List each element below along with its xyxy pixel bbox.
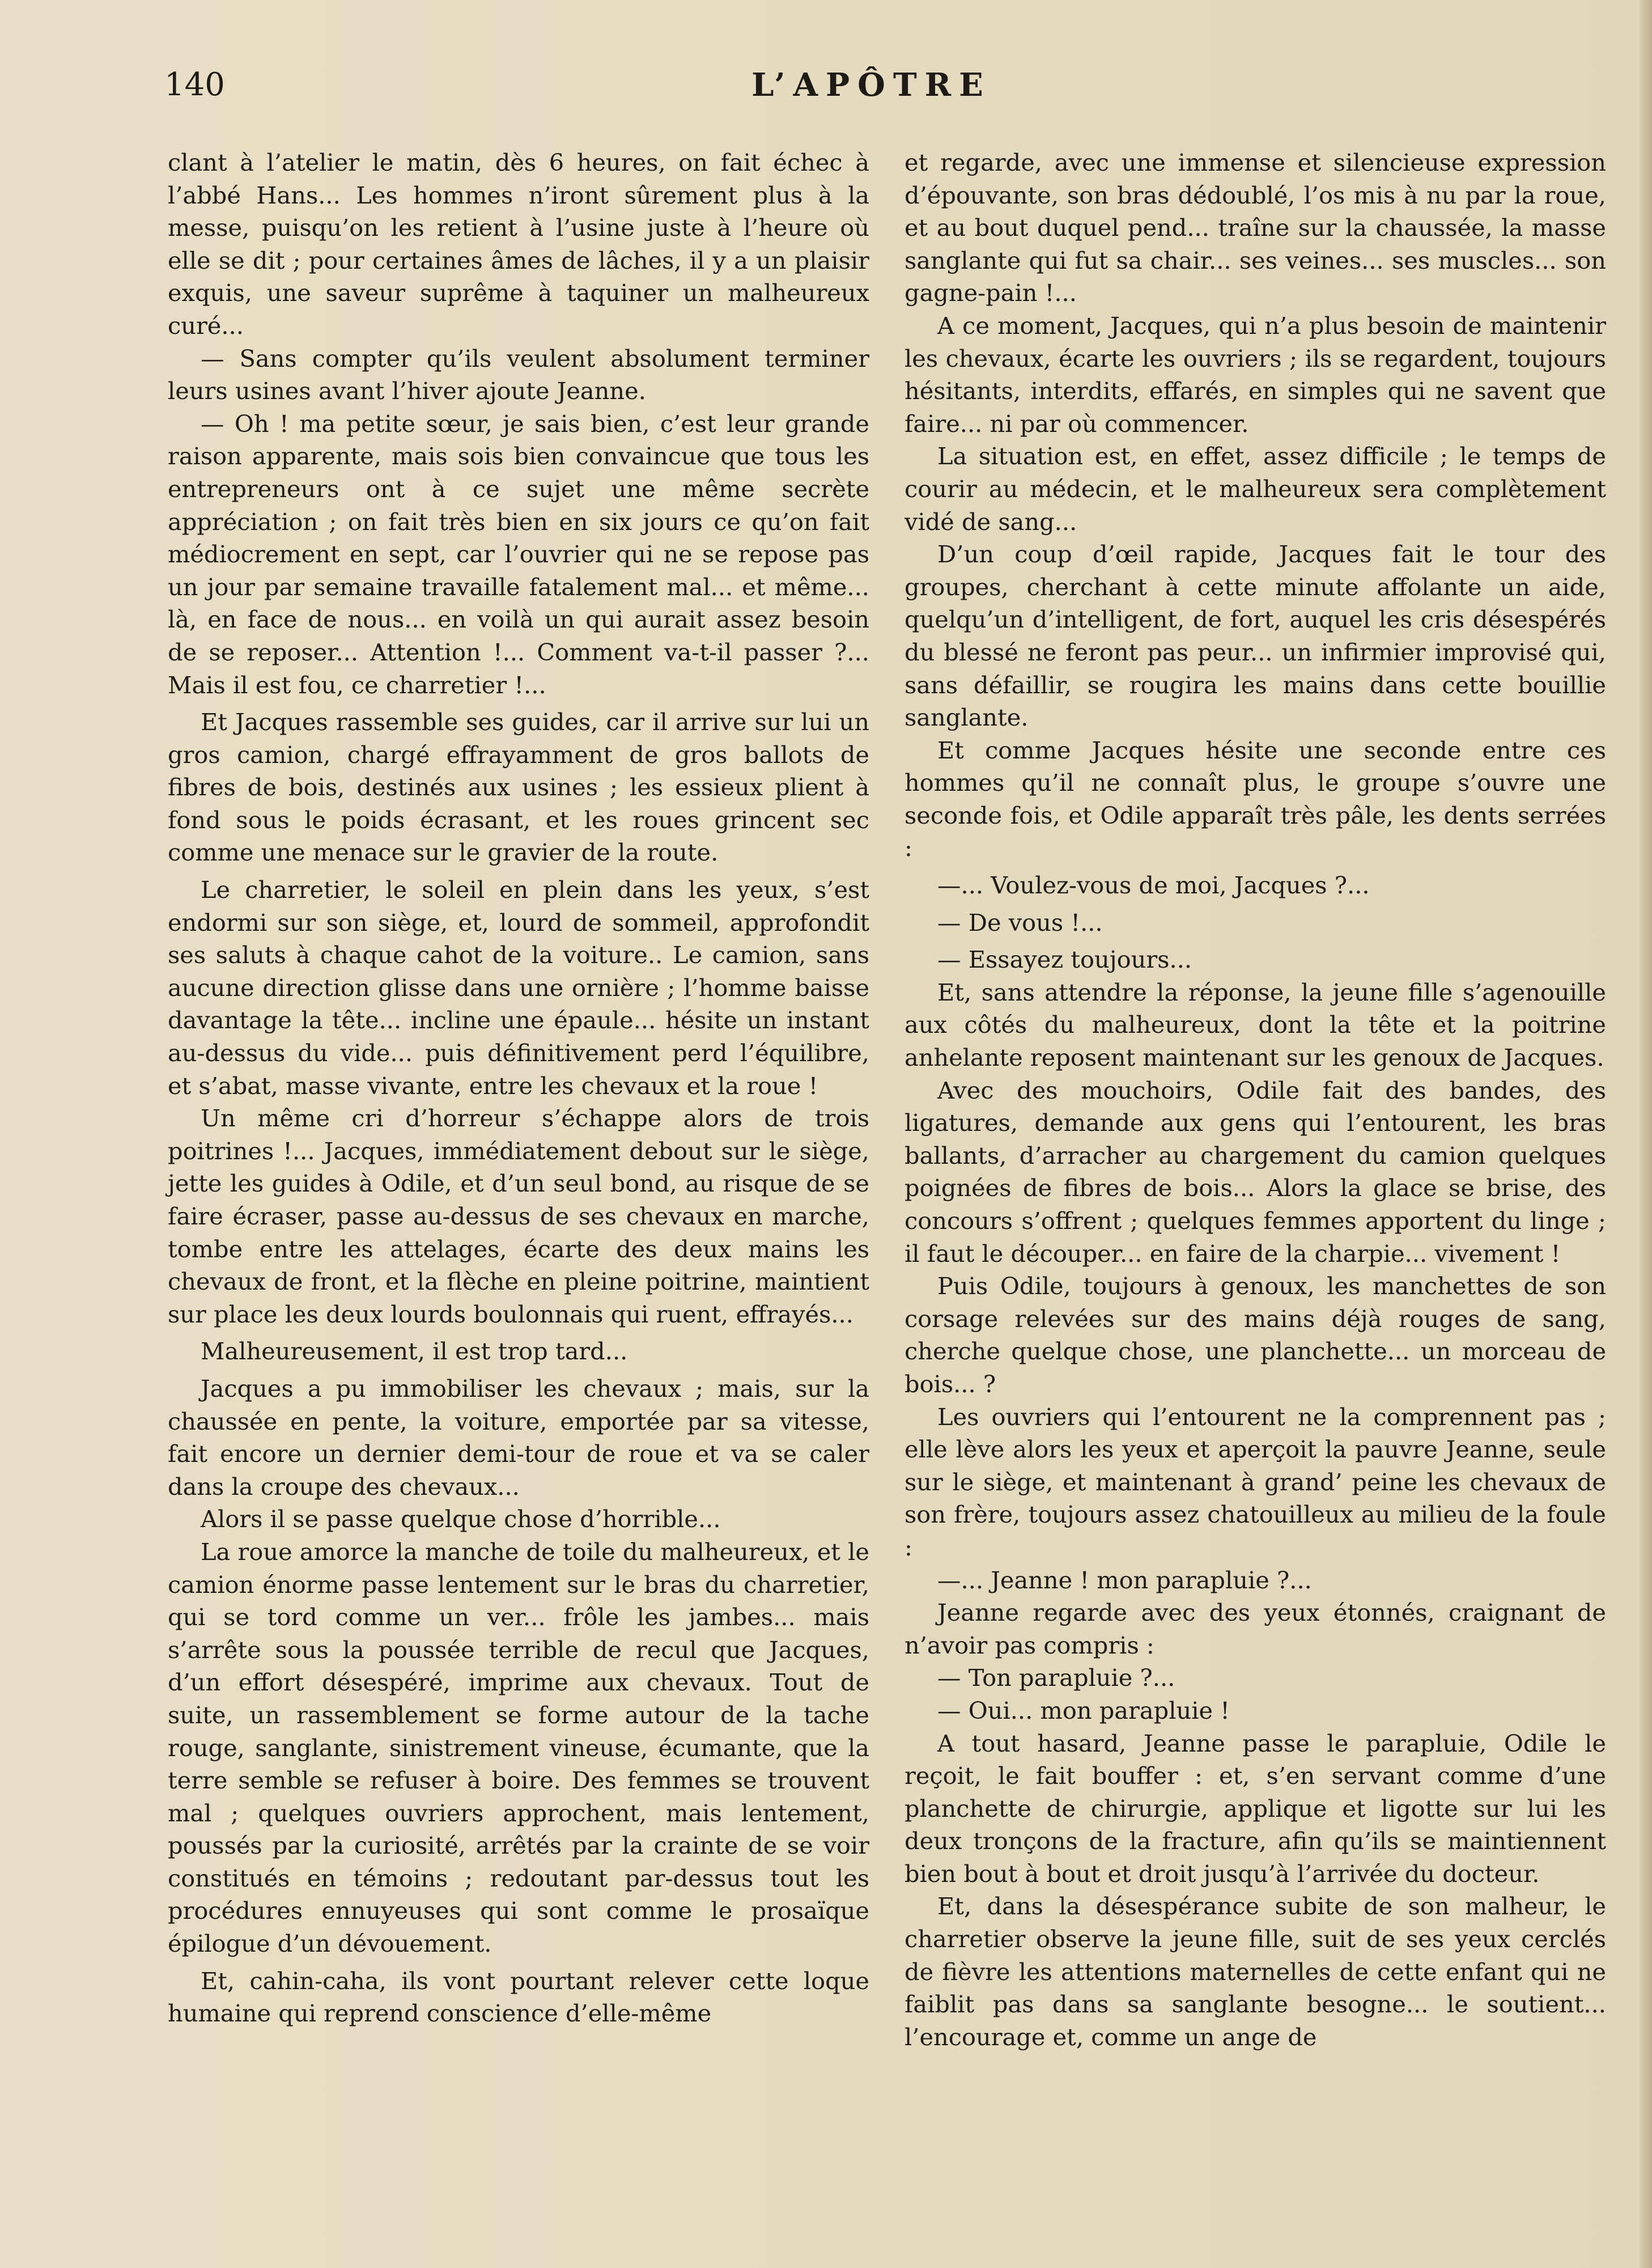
paragraph: Un même cri d’horreur s’échappe alors de trois poitrines !... Jacques, immédiatement debout sur le siège, jette les guides à Odile, et d’un seul bond, au risque de se faire écraser, passe au-dessus de ses chevaux en marche, tombe entre les attelages, écarte des deux mains les chevaux de front, et la flèche en pleine poitrine, maintient sur place les deux lourds boulonnais qui ruent, effrayés... (168, 1104, 869, 1328)
paragraph: La situation est, en effet, assez difficile ; le temps de courir au médecin, et le malheureux sera complètement vidé de sang... (904, 442, 1606, 536)
dialogue-line: — Essayez toujours... (937, 946, 1192, 974)
dialogue-line: — De vous !... (937, 908, 1103, 936)
paragraph: Et comme Jacques hésite une seconde entre ces hommes qu’il ne connaît plus, le groupe s’ouvre une seconde fois, et Odile apparaît très pâle, les dents serrées : (904, 736, 1606, 862)
page-edge (1640, 0, 1652, 2268)
dialogue-line: —... Voulez-vous de moi, Jacques ?... (937, 871, 1370, 900)
paragraph: Les ouvriers qui l’entourent ne la comprennent pas ; elle lève alors les yeux et aperçoit la pauvre Jeanne, seule sur le siège, et maintenant à grand’ peine les chevaux de son frère, toujours assez chatouilleux au milieu de la foule : (904, 1402, 1606, 1561)
running-title: L’APÔTRE (751, 66, 991, 104)
paragraph: Avec des mouchoirs, Odile fait des bandes, des ligatures, demande aux gens qui l’entourent, les bras ballants, d’arracher au chargement du camion quelques poignées de fibres de bois... Alors la glace se brise, des concours s’offrent ; quelques femmes apportent du linge ; il faut le découper... en faire de la charpie... vivement ! (904, 1076, 1606, 1267)
paragraph: Jacques a pu immobiliser les chevaux ; mais, sur la chaussée en pente, la voiture, emportée par sa vitesse, fait encore un dernier demi-tour de roue et va se caler dans la croupe des chevaux... (168, 1374, 869, 1500)
paragraph: Et, sans attendre la réponse, la jeune fille s’agenouille aux côtés du malheureux, dont la tête et la poitrine anhelante reposent maintenant sur les genoux de Jacques. (904, 978, 1606, 1072)
paragraph: Alors il se passe quelque chose d’horrible... (201, 1505, 721, 1533)
paragraph: — Sans compter qu’ils veulent absolument terminer leurs usines avant l’hiver ajoute Jeanne. (168, 344, 869, 405)
paragraph: Et, dans la désespérance subite de son malheur, le charretier observe la jeune fille, suit de ses yeux cerclés de fièvre les attentions maternelles de cette enfant qui ne faiblit pas dans sa sanglante besogne... le soutient... l’encourage et, comme un ange de (904, 1892, 1606, 2051)
dialogue-line: — Oui... mon parapluie ! (937, 1696, 1230, 1724)
paragraph: Jeanne regarde avec des yeux étonnés, craignant de n’avoir pas compris : (904, 1599, 1606, 1659)
paragraph: — Oh ! ma petite sœur, je sais bien, c’est leur grande raison apparente, mais sois bien convaincue que tous les entrepreneurs ont à ce sujet une même secrète appréciation ; on fait très bien en six jours ce qu’on fait médiocrement en sept, car l’ouvrier qui ne se repose pas un jour par semaine travaille fatalement mal... et même... là, en face de nous... en voilà un qui aurait assez besoin de se reposer... Attention !... Comment va-t-il passer ?... Mais il est fou, ce charretier !... (168, 409, 869, 699)
paragraph: Malheureusement, il est trop tard... (201, 1337, 628, 1366)
right-column (904, 146, 1606, 2053)
paragraph: D’un coup d’œil rapide, Jacques fait le tour des groupes, cherchant à cette minute affolante un aide, quelqu’un d’intelligent, de fort, auquel les cris désespérés du blessé ne feront pas peur... un infirmier improvisé qui, sans défaillir, se rougira les mains dans cette bouillie sanglante. (904, 540, 1606, 732)
paragraph: clant à l’atelier le matin, dès 6 heures, on fait échec à l’abbé Hans... Les hommes n’iront sûrement plus à la messe, puisqu’on les retient à l’usine juste à l’heure où elle se dit ; pour certaines âmes de lâches, il y a un plaisir exquis, une saveur suprême à taquiner un malheureux curé... (168, 149, 869, 340)
page-header (164, 62, 1578, 108)
paragraph: Puis Odile, toujours à genoux, les manchettes de son corsage relevées sur des mains déjà rouges de sang, cherche quelque chose, une planchette... un morceau de bois... ? (904, 1272, 1606, 1398)
dialogue-line: —... Jeanne ! mon parapluie ?... (937, 1566, 1312, 1594)
left-column (168, 146, 869, 2030)
paragraph: Et, cahin-caha, ils vont pourtant relever cette loque humaine qui reprend conscience d’elle-même (168, 1966, 869, 2028)
paragraph: Et Jacques rassemble ses guides, car il arrive sur lui un gros camion, chargé effrayamment de gros ballots de fibres de bois, destinés aux usines ; les essieux plient à fond sous le poids écrasant, et les roues grincent sec comme une menace sur le gravier de la route. (168, 708, 869, 867)
paragraph: La roue amorce la manche de toile du malheureux, et le camion énorme passe lentement sur le bras du charretier, qui se tord comme un ver... frôle les jambes... mais s’arrête sous la poussée terrible de recul que Jacques, d’un effort désespéré, imprime aux chevaux. Tout de suite, un rassemblement se forme autour de la tache rouge, sanglante, sinistrement vineuse, écumante, que la terre semble se refuser à boire. Des femmes se trouvent mal ; quelques ouvriers approchent, mais lentement, poussés par la curiosité, arrêtés par la crainte de se voir constitués en témoins ; redoutant par-dessus tout les procédures ennuyeuses qui sont comme le prosaïque épilogue d’un dévouement. (168, 1537, 869, 1958)
page-number: 140 (164, 66, 225, 103)
paragraph: A tout hasard, Jeanne passe le parapluie, Odile le reçoit, le fait bouffer : et, s’en servant comme d’une planchette de chirurgie, applique et ligotte sur lui les deux tronçons de la fracture, afin qu’ils se maintiennent bien bout à bout et droit jusqu’à l’arrivée du docteur. (904, 1729, 1606, 1888)
paragraph: Le charretier, le soleil en plein dans les yeux, s’est endormi sur son siège, et, lourd de sommeil, approfondit ses saluts à chaque cahot de la voiture.. Le camion, sans aucune direction glisse dans une ornière ; l’homme baisse davantage la tête... incline une épaule... hésite un instant au-dessus du vide... puis définitivement perd l’équilibre, et s’abat, masse vivante, entre les chevaux et la roue ! (168, 876, 869, 1100)
paragraph: A ce moment, Jacques, qui n’a plus besoin de maintenir les chevaux, écarte les ouvriers ; ils se regardent, toujours hésitants, interdits, effarés, en simples qui ne savent que faire... ni par où commencer. (904, 311, 1606, 438)
dialogue-line: — Ton parapluie ?... (937, 1664, 1175, 1692)
paragraph: et regarde, avec une immense et silencieuse expression d’épouvante, son bras dédoublé, l’os mis à nu par la roue, et au bout duquel pend... traîne sur la chaussée, la masse sanglante qui fut sa chair... ses veines... ses muscles... son gagne-pain !... (904, 149, 1606, 307)
